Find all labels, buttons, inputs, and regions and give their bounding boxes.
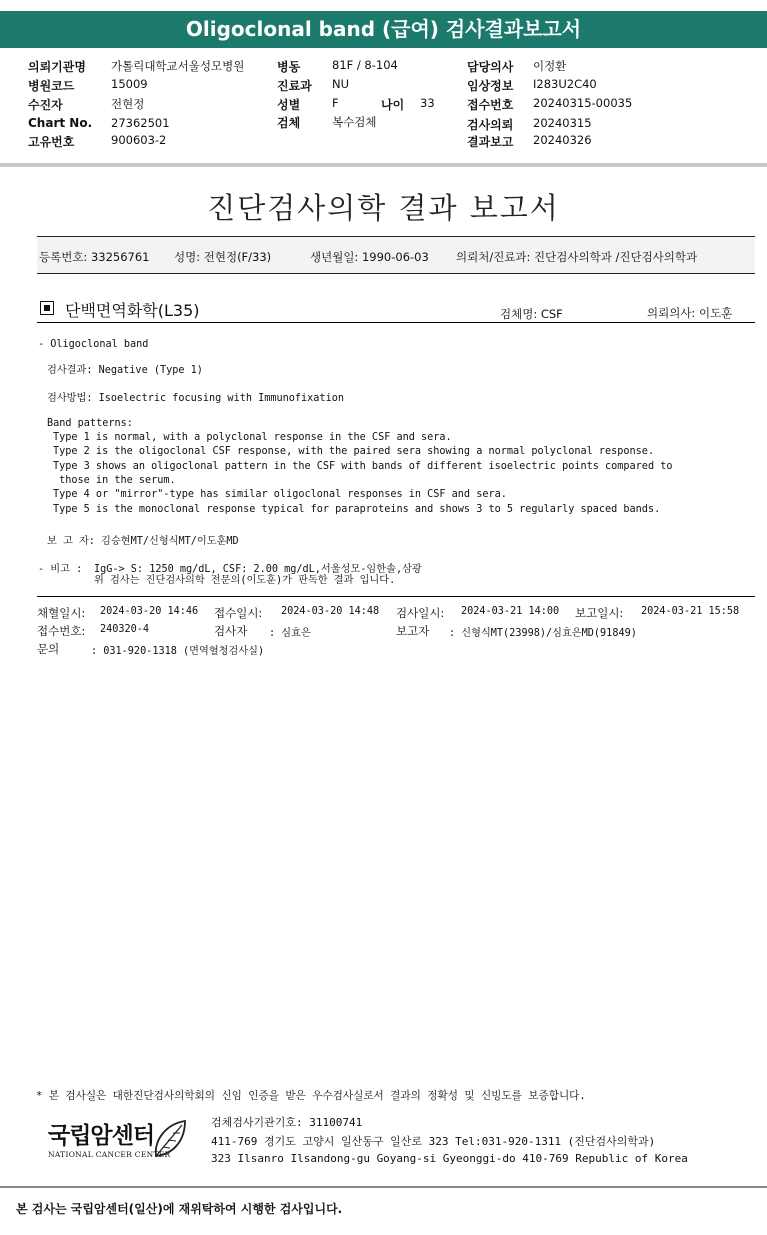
pattern-line: those in the serum. (53, 475, 176, 486)
remark-label: - 비고 : (38, 564, 83, 575)
section-divider (37, 322, 755, 323)
collect-time: 2024-03-20 14:46 (100, 606, 199, 617)
doctor-label: 담당의사 (467, 60, 514, 74)
accession-label: 접수번호 (467, 98, 514, 112)
tester: : 심효은 (269, 628, 311, 639)
remark-line: 위 검사는 진단검사의학 전문의(이도훈)가 판독한 결과 입니다. (94, 575, 396, 586)
hospital-code-value: 15009 (111, 77, 148, 91)
pattern-line: Type 4 or "mirror"-type has similar oligoclonal responses in CSF and sera. (53, 489, 507, 500)
inquiry: : 031-920-1318 (면역혈청검사실) (91, 646, 265, 657)
patient-value: 전현정 (111, 97, 145, 111)
specimen-label: 검체 (277, 116, 301, 130)
address-english: 323 Ilsanro Ilsandong-gu Goyang-si Gyeonggi-do 410-769 Republic of Korea (211, 1152, 688, 1165)
institution-value: 가톨릭대학교서울성모병원 (111, 59, 245, 73)
pattern-line: Type 3 shows an oligoclonal pattern in the CSF with bands of different isoelectric points compared to (53, 461, 673, 472)
specimen-value: 복수검체 (332, 115, 377, 129)
chart-no-value: 27362501 (111, 116, 170, 130)
address-korean: 411-769 경기도 고양시 일산동구 일산로 323 Tel:031-920-1311 (진단검사의학과) (211, 1135, 656, 1148)
section-title: 단백면역화학(L35) (65, 301, 200, 320)
accession-no: 240320-4 (100, 624, 150, 635)
unique-no-value: 900603-2 (111, 133, 167, 147)
patient-label: 수진자 (28, 98, 63, 112)
patient-name: 성명: 전현정(F/33) (174, 250, 272, 264)
pattern-line: Type 5 is the monoclonal response typical for paraproteins and shows 3 to 5 regularly spaced bands. (53, 504, 661, 515)
ward-value: 81F / 8-104 (332, 58, 398, 72)
footer-divider (0, 1186, 767, 1188)
leaf-logo-icon (152, 1118, 188, 1160)
request-date-value: 20240315 (533, 116, 592, 130)
document-title: Oligoclonal band (급여) 검사결과보고서 (185, 17, 582, 41)
times-divider (37, 596, 755, 597)
remark-line: IgG-> S: 1250 mg/dL, CSF: 2.00 mg/dL,서울성모-임한솔,삼광 (94, 564, 422, 575)
report-title: 진단검사의학 결과 보고서 (207, 191, 560, 225)
test-time: 2024-03-21 14:00 (461, 606, 560, 617)
test-result: 검사결과: Negative (Type 1) (47, 365, 203, 376)
receive-label: 접수일시: (214, 606, 263, 620)
ward-label: 병동 (277, 60, 301, 74)
dept-label: 진료과 (277, 79, 312, 93)
bottom-note: 본 검사는 국립암센터(일산)에 재위탁하여 시행한 검사입니다. (16, 1202, 343, 1216)
clinical-label: 임상정보 (467, 79, 514, 93)
section-physician: 의뢰의사: 이도훈 (647, 306, 733, 320)
section-specimen: 검체명: CSF (500, 307, 563, 321)
report-time-label: 보고일시: (575, 606, 624, 620)
reg-no: 등록번호: 33256761 (39, 250, 150, 264)
chart-no-label: Chart No. (28, 116, 93, 130)
dept-value: NU (332, 77, 350, 91)
tester-label: 검사자 (214, 624, 248, 638)
report-time: 2024-03-21 15:58 (641, 606, 740, 617)
age-value: 33 (420, 96, 435, 110)
patient-summary-row (37, 236, 755, 274)
accession-no-label: 접수번호: (37, 624, 86, 638)
org-code: 검체검사기관기호: 31100741 (211, 1116, 363, 1129)
request-date-label: 검사의뢰 (467, 118, 514, 132)
doctor-value: 이정환 (533, 59, 567, 73)
clinical-value: I283U2C40 (533, 77, 597, 91)
inquiry-label: 문의 (37, 642, 60, 656)
requester: 의뢰처/진료과: 진단검사의학과 /진단검사의학과 (456, 250, 698, 264)
reporters: 보 고 자: 김승현MT/신형식MT/이도훈MD (47, 536, 239, 547)
unique-no-label: 고유번호 (28, 135, 75, 149)
pattern-line: Type 1 is normal, with a polyclonal response in the CSF and sera. (53, 432, 452, 443)
nci-logo: 국립암센터 (48, 1123, 155, 1149)
test-method: 검사방법: Isoelectric focusing with Immunofixation (47, 393, 344, 404)
sex-label: 성별 (277, 98, 301, 112)
collect-label: 채혈일시: (37, 606, 86, 620)
final-reporter-label: 보고자 (396, 624, 430, 638)
nci-logo-subtitle: NATIONAL CANCER CENTER (48, 1150, 171, 1159)
institution-label: 의뢰기관명 (28, 60, 86, 74)
receive-time: 2024-03-20 14:48 (281, 606, 380, 617)
pattern-line: Type 2 is the oligoclonal CSF response, with the paired sera showing a normal polyclonal response. (53, 446, 655, 457)
accession-value: 20240315-00035 (533, 96, 633, 110)
square-bullet-icon (40, 301, 54, 315)
report-date-value: 20240326 (533, 133, 592, 147)
certification-note: * 본 검사실은 대한진단검사의학회의 신임 인증을 받은 우수검사실로서 결과의 정확성 및 신빙도를 보증합니다. (36, 1090, 586, 1102)
patterns-title: Band patterns: (47, 418, 133, 429)
birth-date: 생년월일: 1990-06-03 (310, 250, 429, 264)
test-time-label: 검사일시: (396, 606, 445, 620)
report-date-label: 결과보고 (467, 135, 514, 149)
sex-value: F (332, 96, 339, 110)
test-name: - Oligoclonal band (38, 339, 149, 350)
age-label: 나이 (381, 98, 405, 112)
divider (0, 163, 767, 167)
hospital-code-label: 병원코드 (28, 79, 75, 93)
final-reporter: : 신형식MT(23998)/심효은MD(91849) (449, 628, 637, 639)
